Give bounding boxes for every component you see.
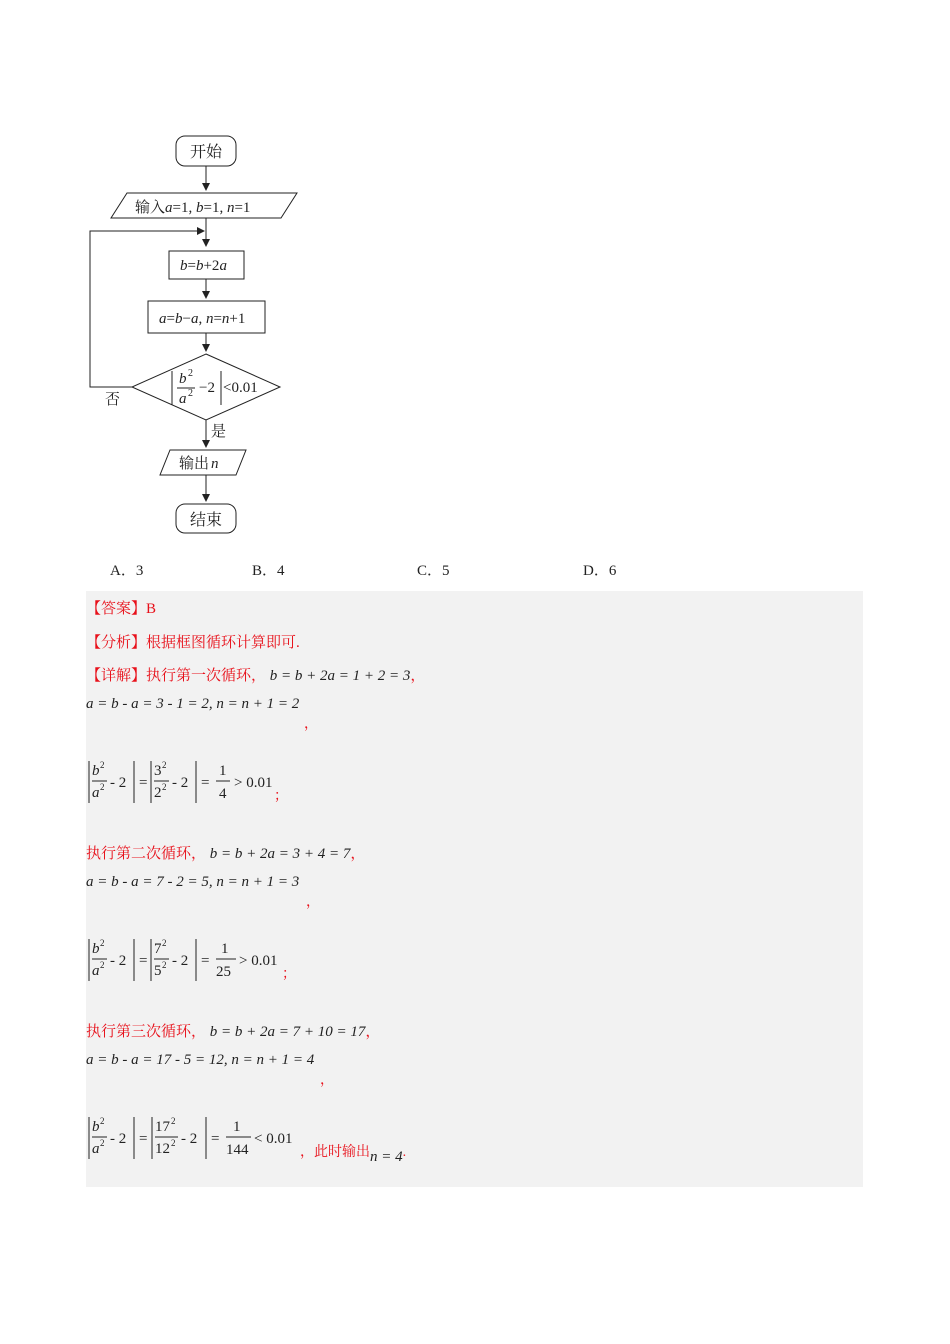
process-1-label: b=b+2a — [180, 258, 227, 274]
svg-text:=: = — [139, 953, 148, 969]
svg-text:25: 25 — [216, 964, 231, 980]
svg-text:1: 1 — [221, 941, 229, 957]
loop1-equation — [86, 757, 306, 807]
option-c: C．5 — [417, 563, 450, 579]
svg-text:2: 2 — [162, 960, 167, 970]
svg-text:> 0.01: > 0.01 — [234, 775, 273, 791]
svg-text:2: 2 — [162, 782, 167, 792]
svg-text:b: b — [92, 763, 100, 779]
loop2-line2: a = b - a = 7 - 2 = 5, n = n + 1 = 3 — [86, 874, 300, 890]
loop3-line2-tail: ， — [320, 1073, 334, 1088]
svg-text:a: a — [92, 963, 100, 979]
answer-options — [0, 559, 950, 583]
svg-text:2: 2 — [100, 938, 105, 948]
cond-numerator: b — [179, 371, 187, 387]
svg-text:2: 2 — [100, 960, 105, 970]
svg-text:> 0.01: > 0.01 — [239, 953, 278, 969]
svg-text:=: = — [139, 1131, 148, 1147]
loop3-line1: 执行第三次循环， b = b + 2a = 7 + 10 = 17， — [86, 1024, 381, 1040]
answer-line: 【答案】B — [86, 601, 157, 617]
loop1-tail: ； — [274, 789, 288, 804]
svg-text:- 2: - 2 — [172, 953, 189, 969]
cond-minus2: −2 — [199, 380, 215, 396]
svg-text:2: 2 — [100, 760, 105, 770]
loop2-tail: ； — [282, 967, 296, 982]
svg-text:b: b — [92, 1119, 100, 1135]
svg-text:3: 3 — [154, 763, 162, 779]
loop3-tail: ，此时输出n = 4. — [300, 1145, 407, 1165]
svg-text:2: 2 — [162, 760, 167, 770]
solution-panel — [86, 591, 863, 1187]
svg-text:1: 1 — [219, 763, 227, 779]
svg-text:2: 2 — [171, 1138, 176, 1148]
svg-text:b: b — [92, 941, 100, 957]
svg-text:2: 2 — [162, 938, 167, 948]
loop2-line1: 执行第二次循环， b = b + 2a = 3 + 4 = 7， — [86, 846, 366, 862]
start-label: 开始 — [189, 144, 223, 161]
svg-text:1: 1 — [233, 1119, 241, 1135]
process-2-label: a=b−a, n=n+1 — [159, 311, 246, 327]
detail-line: 【详解】执行第一次循环， b = b + 2a = 1 + 2 = 3， — [86, 668, 426, 684]
loop1-line2: a = b - a = 3 - 1 = 2, n = n + 1 = 2 — [86, 696, 300, 712]
svg-text:17: 17 — [155, 1119, 170, 1135]
svg-text:5: 5 — [154, 963, 162, 979]
svg-text:=: = — [139, 775, 148, 791]
svg-text:a: a — [92, 785, 100, 801]
svg-text:- 2: - 2 — [110, 953, 127, 969]
flowchart — [0, 0, 950, 560]
option-b: B．4 — [252, 563, 285, 579]
yes-label: 是 — [211, 424, 227, 440]
svg-text:=: = — [211, 1131, 220, 1147]
svg-text:144: 144 — [226, 1142, 249, 1158]
end-label: 结束 — [189, 512, 223, 529]
analysis-line: 【分析】根据框图循环计算即可. — [86, 635, 300, 651]
svg-text:2: 2 — [154, 785, 162, 801]
svg-text:=: = — [201, 953, 210, 969]
loop1-line2-tail: ， — [304, 717, 318, 732]
loop3-line2: a = b - a = 17 - 5 = 12, n = n + 1 = 4 — [86, 1052, 315, 1068]
no-label: 否 — [105, 392, 121, 408]
loop3-equation — [86, 1113, 306, 1163]
cond-num-sup: 2 — [188, 368, 193, 379]
svg-text:12: 12 — [155, 1141, 170, 1157]
cond-denominator: a — [179, 391, 187, 407]
svg-text:2: 2 — [100, 1138, 105, 1148]
loop-back-line — [90, 231, 204, 387]
output-label: 输出 n — [179, 456, 219, 472]
svg-text:=: = — [201, 775, 210, 791]
loop2-line2-tail: ， — [306, 895, 320, 910]
svg-text:- 2: - 2 — [110, 775, 127, 791]
svg-text:7: 7 — [154, 941, 162, 957]
svg-text:< 0.01: < 0.01 — [254, 1131, 293, 1147]
svg-text:4: 4 — [219, 786, 227, 802]
svg-text:- 2: - 2 — [181, 1131, 198, 1147]
svg-text:- 2: - 2 — [172, 775, 189, 791]
svg-text:- 2: - 2 — [110, 1131, 127, 1147]
cond-threshold: <0.01 — [223, 380, 258, 396]
input-label: 输入a=1, b=1, n=1 — [135, 200, 251, 216]
svg-text:2: 2 — [171, 1116, 176, 1126]
loop2-equation — [86, 935, 306, 985]
svg-text:2: 2 — [100, 1116, 105, 1126]
svg-text:a: a — [92, 1141, 100, 1157]
option-d: D．6 — [583, 563, 617, 579]
option-a: A．3 — [110, 563, 144, 579]
cond-den-sup: 2 — [188, 388, 193, 399]
svg-text:2: 2 — [100, 782, 105, 792]
